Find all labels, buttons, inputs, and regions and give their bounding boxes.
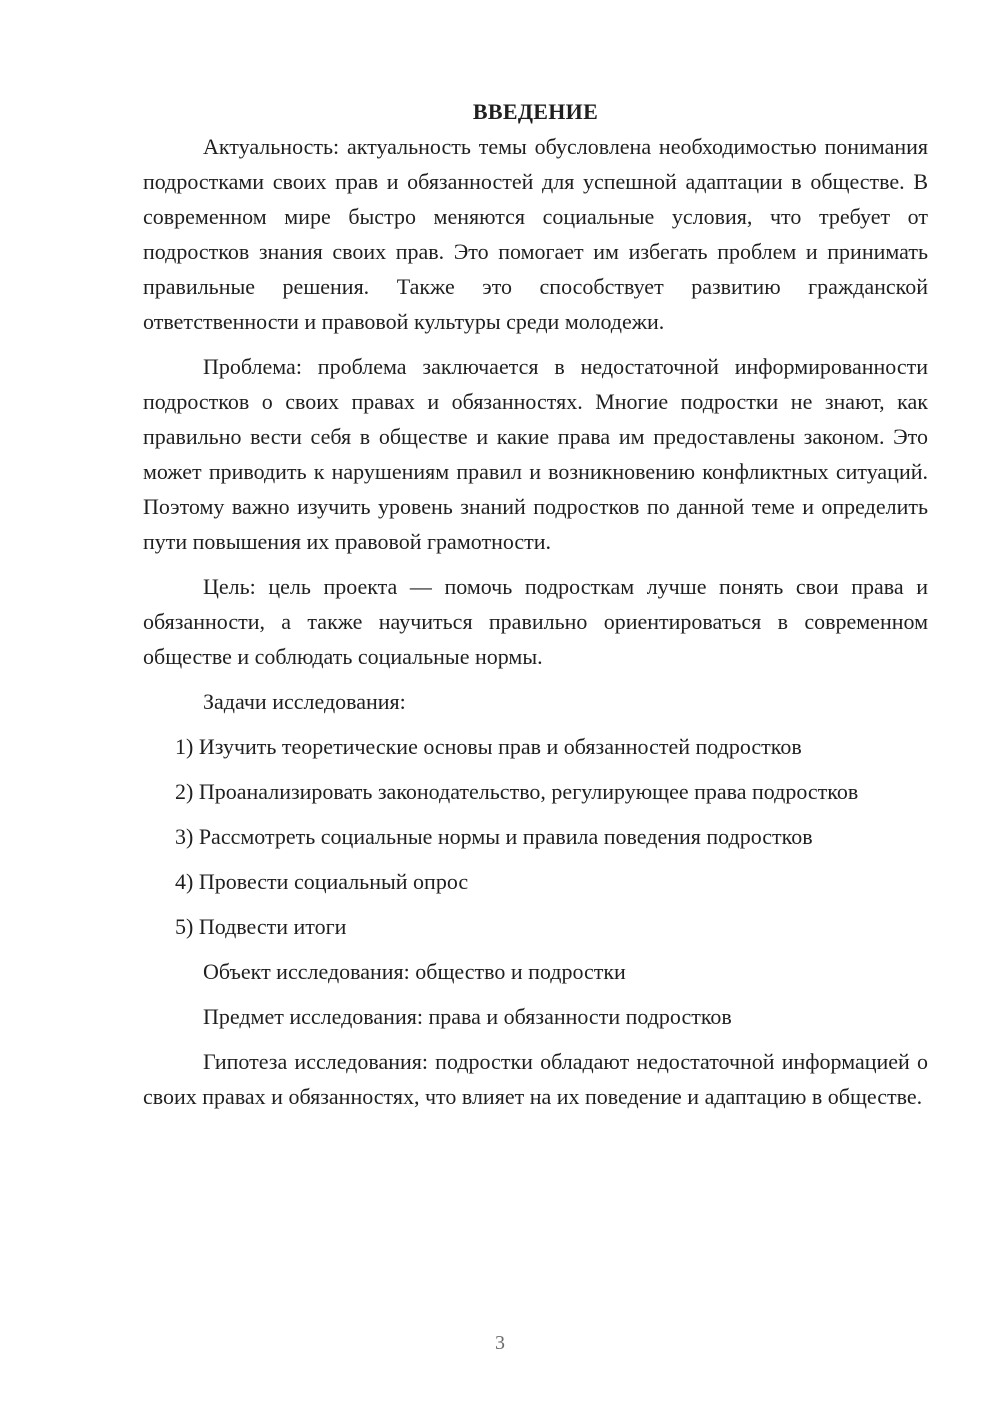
task-item-1: 1) Изучить теоретические основы прав и обязанностей подростков	[175, 734, 802, 759]
document-page	[143, 94, 928, 1124]
page-number: 3	[495, 1332, 505, 1354]
task-item-5: 5) Подвести итоги	[175, 914, 347, 939]
task-item-2: 2) Проанализировать законодательство, регулирующее права подростков	[175, 779, 859, 804]
tasks-heading: Задачи исследования:	[203, 689, 406, 714]
hypothesis-paragraph: Гипотеза исследования: подростки обладают недостаточной информацией о своих правах и обязанностях, что влияет на их поведение и адаптацию в обществе.	[143, 1049, 928, 1109]
goal-paragraph: Цель: цель проекта — помочь подросткам лучше понять свои права и обязанности, а также научиться правильно ориентироваться в современном обществе и соблюдать социальные нормы.	[143, 574, 928, 669]
relevance-paragraph: Актуальность: актуальность темы обусловлена необходимостью понимания подростками своих прав и обязанностей для успешной адаптации в обществе. В современном мире быстро меняются социальные условия, что требует от подростков знания своих прав. Это помогает им избегать проблем и принимать правильные решения. Также это способствует развитию гражданской ответственности и правовой культуры среди молодежи.	[143, 134, 928, 334]
task-item-4: 4) Провести социальный опрос	[175, 869, 469, 894]
task-item-3: 3) Рассмотреть социальные нормы и правила поведения подростков	[175, 824, 813, 849]
tasks-list	[143, 729, 928, 944]
section-title: ВВЕДЕНИЕ	[472, 99, 599, 124]
subject-paragraph: Предмет исследования: права и обязанности подростков	[203, 1004, 732, 1029]
object-paragraph: Объект исследования: общество и подростки	[203, 959, 626, 984]
problem-paragraph: Проблема: проблема заключается в недостаточной информированности подростков о своих правах и обязанностях. Многие подростки не знают, как правильно вести себя в обществе и какие права им предоставлены законом. Это может приводить к нарушениям правил и возникновению конфликтных ситуаций. Поэтому важно изучить уровень знаний подростков по данной теме и определить пути повышения их правовой грамотности.	[143, 354, 928, 554]
